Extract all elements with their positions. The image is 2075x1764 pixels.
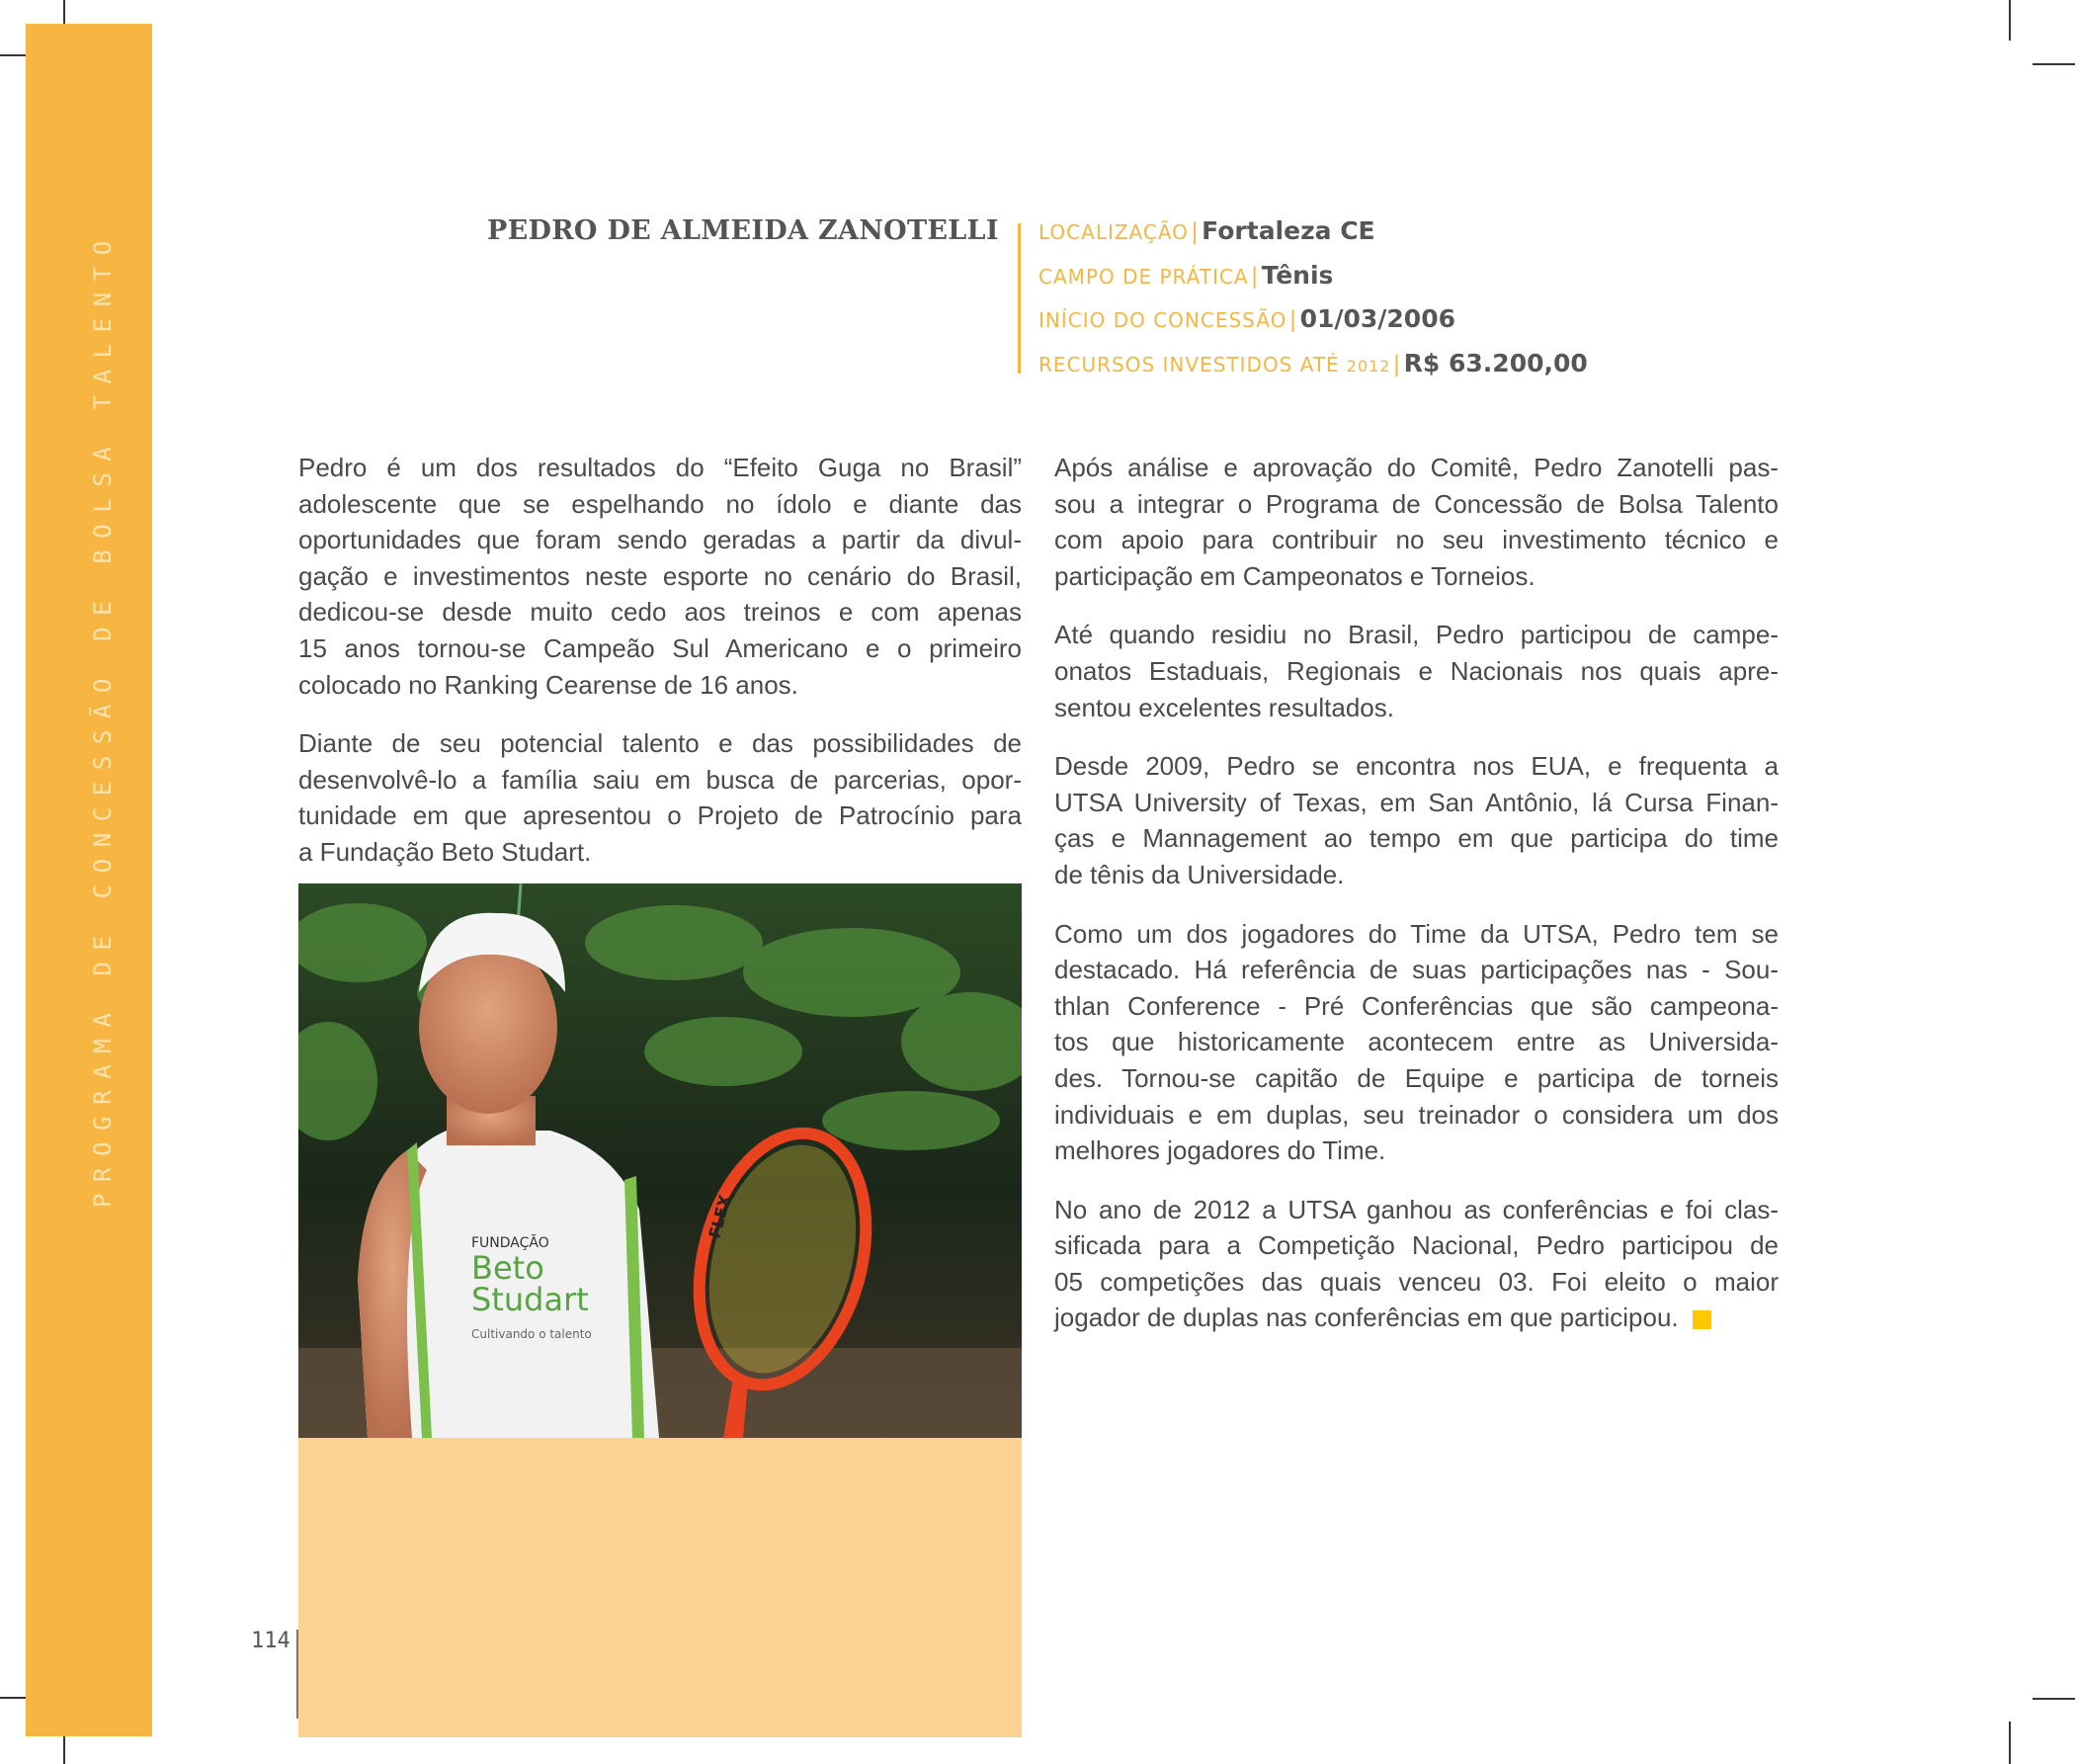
field-value: Fortaleza CE: [1202, 216, 1375, 245]
athlete-photo: [298, 883, 1022, 1438]
racket-brand: FLEX: [705, 1193, 735, 1241]
page-number-divider: [296, 1630, 298, 1719]
person-name: PEDRO DE ALMEIDA ZANOTELLI: [487, 215, 999, 246]
crop-mark: [2033, 63, 2075, 65]
text-line: No ano de 2012 a UTSA ganhou as conferências e foi clas-: [1054, 1194, 1779, 1224]
paragraph: [1054, 450, 1779, 594]
field-separator: |: [1191, 218, 1199, 245]
caption-box: [298, 1438, 1022, 1737]
field-location: [1038, 210, 1588, 254]
text-line: UTSA University of Texas, em San Antônio, lá Cursa Finan-: [1054, 787, 1779, 817]
text-line-with-end-mark: [1054, 1300, 1779, 1336]
shirt-text-studart: Studart: [471, 1281, 589, 1318]
right-column: [1054, 450, 1779, 1359]
text-line: participação em Campeonatos e Torneios.: [1054, 560, 1536, 591]
crop-mark: [2009, 0, 2011, 41]
text-line: gação e investimentos neste esporte no cenário do Brasil,: [298, 560, 1022, 591]
text-line: Diante de seu potencial talento e das possibilidades de: [298, 728, 1022, 759]
text-line: Após análise e aprovação do Comitê, Pedro Zanotelli pas-: [1054, 453, 1779, 482]
field-value: 01/03/2006: [1299, 304, 1455, 334]
field-label: INÍCIO DO CONCESSÃO: [1038, 308, 1287, 333]
left-column: [298, 450, 1022, 893]
field-separator: |: [1393, 351, 1400, 378]
text-line: Como um dos jogadores do Time da UTSA, Pedro tem se: [1054, 918, 1779, 949]
header-divider: [1018, 223, 1021, 374]
field-separator: |: [1251, 262, 1258, 290]
crop-mark: [2009, 1722, 2011, 1764]
text-line: des. Tornou-se capitão de Equipe e participa de torneis: [1054, 1062, 1779, 1093]
text-line: 15 anos tornou-se Campeão Sul Americano e o primeiro: [298, 632, 1022, 663]
text-line: onatos Estaduais, Regionais e Nacionais nos quais apre-: [1054, 655, 1779, 686]
paragraph: [1054, 748, 1779, 892]
header-fields: [1038, 210, 1588, 386]
athlete-photo-illustration: [298, 883, 1022, 1438]
text-line: desenvolvê-lo a família saiu em busca de parcerias, opor-: [298, 764, 1022, 795]
text-line: Pedro é um dos resultados do “Efeito Guga no Brasil”: [298, 453, 1022, 482]
text-line: ças e Mannagement ao tempo em que participa do time: [1054, 823, 1779, 854]
field-label-year: 2012: [1346, 357, 1391, 377]
text-line: sificada para a Competição Nacional, Pedro participou de: [1054, 1230, 1779, 1261]
field-label: LOCALIZAÇÃO: [1038, 220, 1189, 244]
crop-mark: [2033, 1698, 2075, 1700]
field-investment: [1038, 342, 1588, 386]
text-line: melhores jogadores do Time.: [1054, 1135, 1386, 1166]
text-line: a Fundação Beto Studart.: [298, 836, 592, 867]
field-start-date: [1038, 297, 1588, 342]
paragraph: [298, 450, 1022, 703]
text-line: adolescente que se espelhando no ídolo e diante das: [298, 488, 1022, 519]
field-separator: |: [1289, 306, 1296, 334]
text-line: sou a integrar o Programa de Concessão de Bolsa Talento: [1054, 488, 1779, 519]
text-line: com apoio para contribuir no seu investimento técnico e: [1054, 525, 1779, 555]
field-label: RECURSOS INVESTIDOS ATÉ: [1038, 353, 1340, 378]
text-line: Até quando residiu no Brasil, Pedro participou de campe-: [1054, 620, 1779, 650]
text-line: tos que historicamente acontecem entre as Universida-: [1054, 1027, 1779, 1057]
paragraph: [1054, 916, 1779, 1169]
paragraph: [1054, 617, 1779, 725]
text-line: colocado no Ranking Cearense de 16 anos.: [298, 669, 798, 700]
text-line: tunidade em que apresentou o Projeto de Patrocínio para: [298, 800, 1022, 831]
page-number: 114: [251, 1629, 290, 1653]
field-label: CAMPO DE PRÁTICA: [1038, 264, 1249, 289]
text-line: de tênis da Universidade.: [1054, 859, 1345, 889]
field-practice: [1038, 254, 1588, 298]
text-line: Desde 2009, Pedro se encontra nos EUA, e frequenta a: [1054, 751, 1779, 782]
shirt-text-fundacao: FUNDAÇÃO: [471, 1235, 549, 1251]
text-line: sentou excelentes resultados.: [1054, 692, 1394, 722]
paragraph: [1054, 1192, 1779, 1336]
text-line: individuais e em duplas, seu treinador o considera um dos: [1054, 1099, 1779, 1130]
end-of-article-square-icon: [1693, 1310, 1711, 1329]
text-line: destacado. Há referência de suas participações nas - Sou-: [1054, 955, 1779, 985]
text-line: oportunidades que foram sendo geradas a partir da divul-: [298, 525, 1022, 555]
text-line: thlan Conference - Pré Conferências que são campeona-: [1054, 990, 1779, 1021]
sidebar-vertical-title: PROGRAMA DE CONCESSÃO DE BOLSA TALENTO: [89, 229, 117, 1208]
text-line: dedicou-se desde muito cedo aos treinos e com apenas: [298, 597, 1022, 628]
paragraph: [298, 725, 1022, 870]
text-line: jogador de duplas nas conferências em que participou.: [1054, 1302, 1679, 1333]
field-value: R$ 63.200,00: [1403, 349, 1588, 378]
shirt-text-slogan: Cultivando o talento: [471, 1327, 592, 1341]
field-value: Tênis: [1261, 260, 1334, 290]
shirt-text-beto: Beto: [471, 1249, 544, 1287]
text-line: 05 competições das quais venceu 03. Foi eleito o maior: [1054, 1266, 1779, 1297]
